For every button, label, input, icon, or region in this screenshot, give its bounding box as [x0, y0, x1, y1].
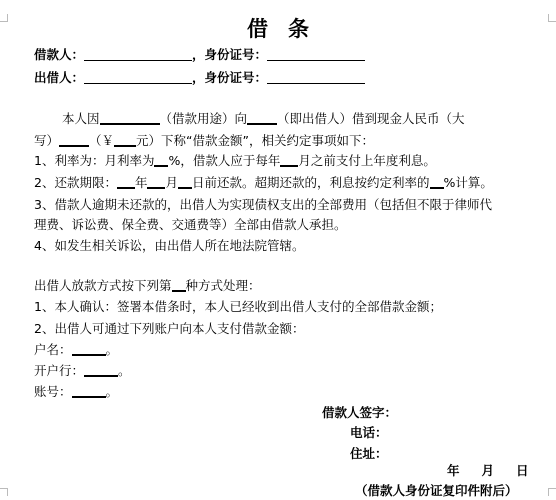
account-name-label: 户名： [34, 342, 72, 357]
date-day: 日 [516, 463, 529, 478]
date-line [447, 463, 529, 479]
payment-text: 种方式处理： [185, 278, 261, 293]
body-text: 本人因 [62, 111, 100, 126]
body-paragraph-line-2 [34, 133, 374, 149]
body-paragraph-line-1 [62, 111, 465, 127]
borrower-name-field[interactable] [84, 48, 192, 61]
amount-capital-field[interactable] [59, 133, 89, 147]
body-text: 写） [34, 133, 60, 148]
repay-year-field[interactable] [117, 175, 135, 189]
borrower-id-label: ，身份证号： [192, 47, 268, 62]
term-item-3-line-1: 3、借款人逾期未还款的，出借人为实现债权支出的全部费用（包括但不限于律师代 [34, 197, 492, 212]
term-text: 日前还款。超期还款的，利息按约定利率的 [192, 175, 430, 190]
payment-option-field[interactable] [172, 278, 186, 292]
term-item-3-line-2: 理费、诉讼费、保全费、交通费等）全部由借款人承担。 [34, 217, 347, 232]
corner-mark [548, 488, 556, 496]
body-text: （即出借人）借到现金人民币（大 [277, 111, 465, 126]
purpose-field[interactable] [100, 111, 160, 125]
document-title: 借条 [247, 17, 329, 41]
term-text: %计算。 [443, 175, 493, 190]
date-month: 月 [481, 463, 495, 478]
term-text: 2、还款期限： [34, 175, 117, 190]
lender-name-field[interactable] [84, 71, 192, 84]
body-text: （借款用途）向 [159, 111, 248, 126]
date-year: 年 [447, 463, 460, 478]
payment-option-2: 2、出借人可通过下列账户向本人支付借款金额： [34, 321, 305, 336]
account-number-field[interactable] [72, 384, 106, 398]
account-name-field[interactable] [72, 342, 106, 356]
term-item-1 [34, 153, 436, 169]
payment-text: 出借人放款方式按下列第 [34, 278, 172, 293]
body-text: （￥ [89, 133, 115, 148]
period-text: 。 [118, 363, 131, 378]
term-item-4: 4、如发生相关诉讼，由出借人所在地法院管辖。 [34, 238, 305, 253]
account-number-row [34, 384, 118, 400]
payment-intro [34, 278, 261, 294]
bank-field[interactable] [84, 363, 118, 377]
borrower-row [34, 47, 365, 63]
payment-option-1: 1、本人确认：签署本借条时，本人已经收到出借人支付的全部借款金额； [34, 299, 442, 314]
lender-blank-field[interactable] [247, 111, 277, 125]
interest-month-field[interactable] [280, 153, 298, 167]
period-text: 。 [105, 342, 119, 357]
corner-mark [0, 488, 8, 496]
bank-row [34, 363, 131, 379]
lender-label: 出借人： [34, 70, 85, 85]
term-text: 月之前支付上年度利息。 [298, 153, 436, 168]
term-text: 年 [134, 175, 148, 190]
lender-id-field[interactable] [267, 71, 365, 84]
term-text: 1、利率为：月利率为 [34, 153, 155, 168]
account-name-row [34, 342, 118, 358]
borrower-id-field[interactable] [267, 48, 365, 61]
term-text: %，借款人应于每年 [168, 153, 281, 168]
lender-id-label: ，身份证号： [192, 70, 268, 85]
amount-numeric-field[interactable] [114, 133, 136, 147]
rate-field[interactable] [154, 153, 168, 167]
term-item-2 [34, 175, 493, 191]
body-text: 元）下称“借款金额”，相关约定事项如下： [136, 133, 374, 148]
term-text: 月 [165, 175, 178, 190]
borrower-label: 借款人： [34, 47, 85, 62]
phone-label: 电话： [350, 425, 388, 440]
borrower-signature-label: 借款人签字： [322, 405, 398, 420]
overdue-rate-field[interactable] [430, 175, 444, 189]
lender-row [34, 70, 365, 86]
account-number-label: 账号： [34, 384, 72, 399]
bank-label: 开户行： [34, 363, 85, 378]
repay-month-field[interactable] [147, 175, 165, 189]
repay-day-field[interactable] [178, 175, 192, 189]
id-copy-note: （借款人身份证复印件附后） [355, 483, 518, 498]
period-text: 。 [105, 384, 119, 399]
address-label: 住址： [350, 446, 388, 461]
